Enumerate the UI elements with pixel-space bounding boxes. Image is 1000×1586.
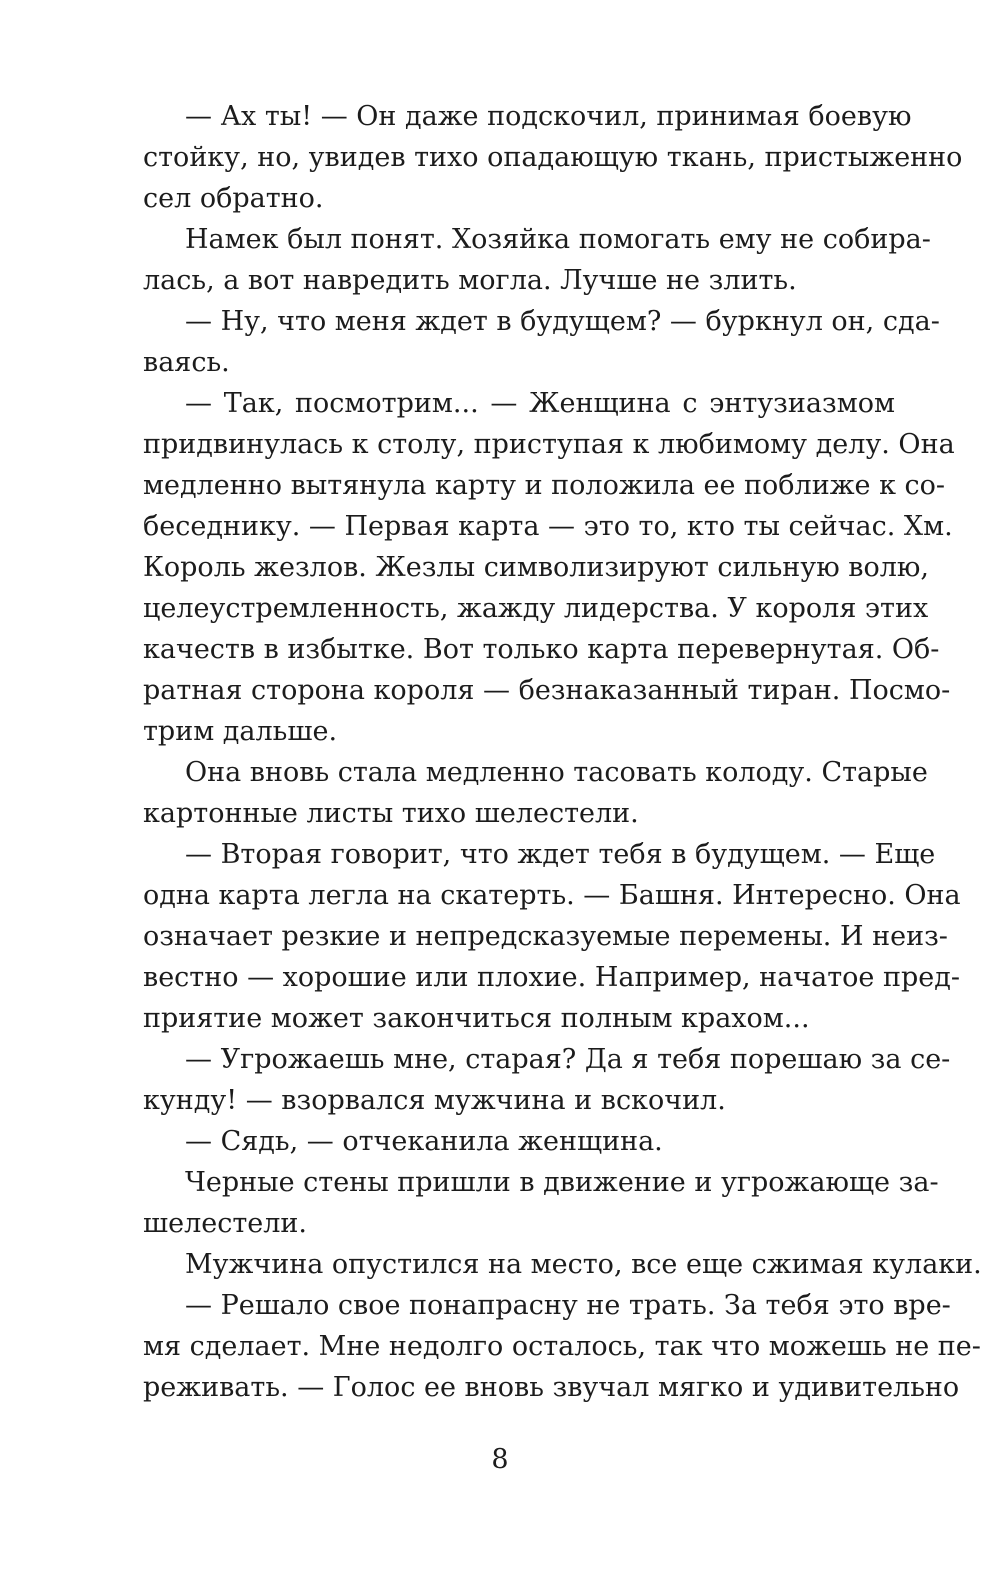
- page-number: 8: [491, 1444, 509, 1475]
- text-line: беседнику. — Первая карта — это то, кто ты сейчас. Хм.: [143, 511, 953, 542]
- text-line: Мужчина опустился на место, все еще сжимая кулаки.: [185, 1249, 982, 1280]
- text-line: — Угрожаешь мне, старая? Да я тебя порешаю за се-: [185, 1044, 951, 1075]
- text-line: сел обратно.: [143, 183, 324, 214]
- text-line: лась, а вот навредить могла. Лучше не злить.: [143, 265, 797, 296]
- text-line: придвинулась к столу, приступая к любимому делу. Она: [143, 429, 955, 460]
- text-line: стойку, но, увидев тихо опадающую ткань, пристыженно: [143, 142, 963, 173]
- text-line: — Ах ты! — Он даже подскочил, принимая боевую: [185, 101, 912, 132]
- text-line: реживать. — Голос ее вновь звучал мягко и удивительно: [143, 1372, 960, 1403]
- text-line: качеств в избытке. Вот только карта перевернутая. Об-: [143, 634, 940, 665]
- text-line: Намек был понят. Хозяйка помогать ему не собира-: [185, 224, 931, 255]
- text-line: — Так, посмотрим... — Женщина с энтузиазмом: [185, 388, 895, 419]
- text-line: одна карта легла на скатерть. — Башня. Интересно. Она: [143, 880, 961, 911]
- text-line: приятие может закончиться полным крахом...: [143, 1003, 810, 1034]
- text-line: кунду! — взорвался мужчина и вскочил.: [143, 1085, 726, 1116]
- text-line: целеустремленность, жажду лидерства. У короля этих: [143, 593, 929, 624]
- text-line: — Вторая говорит, что ждет тебя в будущем. — Еще: [185, 839, 936, 870]
- text-line: — Сядь, — отчеканила женщина.: [185, 1126, 663, 1157]
- text-line: — Ну, что меня ждет в будущем? — буркнул он, сда-: [185, 306, 940, 337]
- text-line: ратная сторона короля — безнаказанный тиран. Посмо-: [143, 675, 951, 706]
- text-line: Она вновь стала медленно тасовать колоду. Старые: [185, 757, 928, 788]
- text-line: Черные стены пришли в движение и угрожающе за-: [185, 1167, 939, 1198]
- text-line: ваясь.: [143, 347, 230, 378]
- text-line: картонные листы тихо шелестели.: [143, 798, 639, 829]
- text-line: мя сделает. Мне недолго осталось, так что можешь не пе-: [143, 1331, 981, 1362]
- text-line: шелестели.: [143, 1208, 307, 1239]
- text-line: медленно вытянула карту и положила ее поближе к со-: [143, 470, 946, 501]
- text-line: Король жезлов. Жезлы символизируют сильную волю,: [143, 552, 929, 583]
- text-line: вестно — хорошие или плохие. Например, начатое пред-: [143, 962, 960, 993]
- text-line: означает резкие и непредсказуемые перемены. И неиз-: [143, 921, 948, 952]
- text-line: — Решало свое понапрасну не трать. За тебя это вре-: [185, 1290, 951, 1321]
- text-line: трим дальше.: [143, 716, 338, 747]
